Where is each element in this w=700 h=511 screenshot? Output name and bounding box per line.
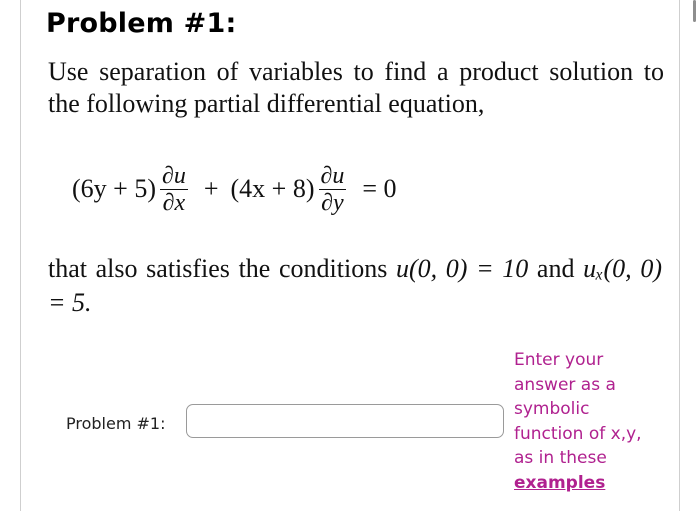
partial-derivative-x bbox=[160, 163, 188, 216]
equation-rhs: = 0 bbox=[362, 174, 397, 203]
equation-coefficient-1: (6y + 5) bbox=[72, 174, 156, 203]
problem-intro: Use separation of variables to find a product solution to the following partial differential equation, bbox=[48, 57, 664, 118]
answer-label: Problem #1: bbox=[66, 414, 166, 433]
hint-text: Enter your answer as a symbolic function of x,y, as in these bbox=[514, 350, 642, 468]
condition-ux: uₓ(0, 0) = 5. bbox=[48, 254, 662, 317]
problem-title: Problem #1: bbox=[46, 8, 237, 39]
fraction-numerator: ∂u bbox=[320, 162, 345, 189]
scrollbar-thumb[interactable] bbox=[693, 0, 696, 22]
partial-derivative-y bbox=[319, 163, 347, 216]
answer-input[interactable] bbox=[186, 404, 504, 438]
conditions-text: that also satisfies the conditions bbox=[48, 254, 396, 283]
pde-equation bbox=[72, 153, 397, 225]
equation-plus: + bbox=[203, 174, 219, 203]
fraction-denominator: ∂y bbox=[321, 189, 344, 216]
problem-conditions bbox=[48, 252, 662, 320]
answer-hint bbox=[514, 348, 664, 495]
examples-link[interactable]: examples bbox=[514, 472, 606, 493]
fraction-denominator: ∂x bbox=[162, 189, 186, 216]
equation-coefficient-2: (4x + 8) bbox=[230, 174, 315, 203]
fraction-numerator: ∂u bbox=[161, 162, 186, 189]
condition-u: u(0, 0) = 10 bbox=[395, 254, 529, 283]
conditions-and: and bbox=[528, 254, 584, 283]
